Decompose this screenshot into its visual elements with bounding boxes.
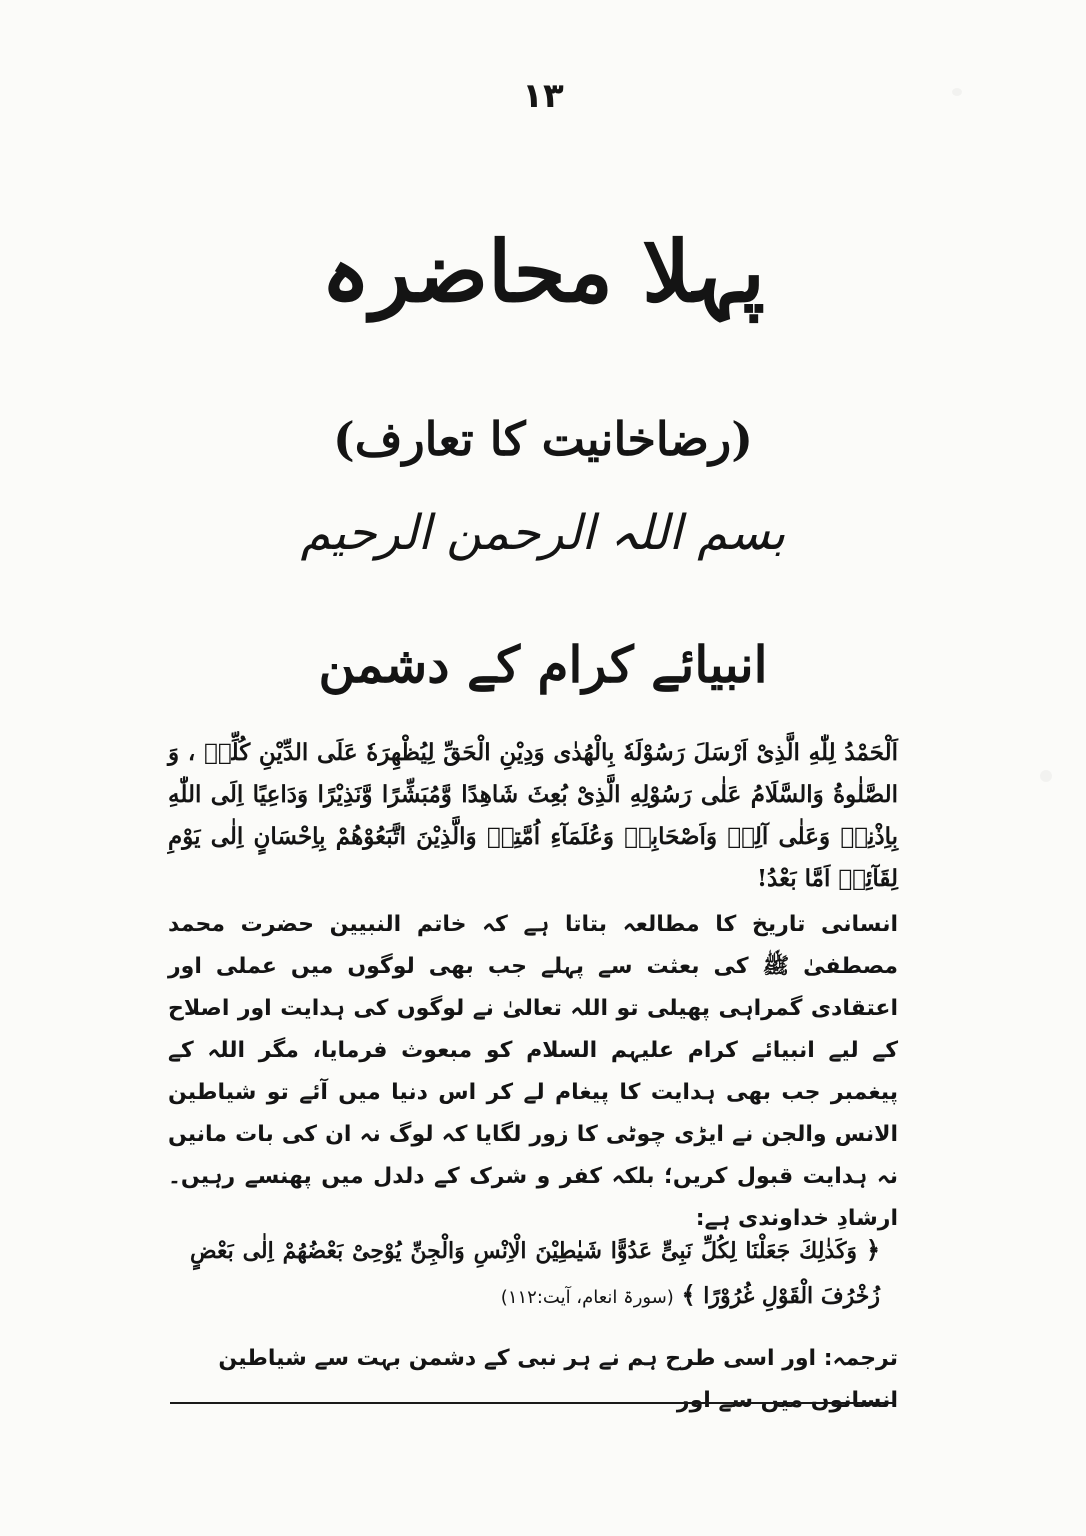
section-heading: انبیائے کرام کے دشمن <box>318 635 768 694</box>
page-number: ۱۳ <box>522 76 564 116</box>
chapter-subtitle: (رضاخانیت کا تعارف) <box>333 412 753 466</box>
bismillah-calligraphy: بسم اللہ الرحمن الرحیم <box>300 505 786 561</box>
verse-text: وَكَذٰلِكَ جَعَلْنَا لِكُلِّ نَبِیٍّ عَدُوًّا شَیٰطِیْنَ الْاِنْسِ وَالْجِنِّ یُوْحِیْ بَعْضُهُمْ اِلٰی بَعْضٍ زُخْرُفَ الْقَوْلِ غُرُوْرًا <box>190 1238 880 1309</box>
paper-speckle <box>1040 770 1052 782</box>
intro-paragraph: انسانی تاریخ کا مطالعہ بتاتا ہے کہ خاتم النبیین حضرت محمد مصطفیٰ ﷺ کی بعثت سے پہلے جب بھی لوگوں میں عملی اور اعتقادی گمراہی پھیلی تو اللہ تعالیٰ نے لوگوں کی ہدایت اور اصلاح کے لیے انبیائے کرام علیہم السلام کو مبعوث فرمایا، مگر اللہ کے پیغمبر جب بھی ہدایت کا پیغام لے کر اس دنیا میں آئے تو شیاطین الانس والجن نے ایڑی چوٹی کا زور لگایا کہ لوگ نہ ان کی بات مانیں نہ ہدایت قبول کریں؛ بلکہ کفر و شرک کے دلدل میں پھنسے رہیں۔ ارشادِ خداوندی ہے: <box>168 912 898 1231</box>
footer-divider <box>170 1402 896 1404</box>
quran-verse <box>190 1228 880 1320</box>
chapter-title: پہلا محاضرہ <box>321 222 765 321</box>
verse-reference: (سورۃ انعام، آیت:۱۱۲) <box>500 1287 674 1308</box>
verse-translation: ترجمہ: اور اسی طرح ہم نے ہر نبی کے دشمن بہت سے شیاطین انسانوں میں سے اور <box>218 1346 898 1413</box>
arabic-sermon-paragraph: اَلْحَمْدُ لِلّٰهِ الَّذِیْ اَرْسَلَ رَسُوْلَهٗ بِالْهُدٰی وَدِیْنِ الْحَقِّ لِیُظْهِرَهٗ عَلَی الدِّیْنِ كُلِّهٖ ، وَ الصَّلٰوةُ وَالسَّلَامُ عَلٰی رَسُوْلِهِ الَّذِیْ بُعِثَ شَاهِدًا وَّمُبَشِّرًا وَّنَذِیْرًا وَدَاعِیًا اِلَی اللّٰهِ بِاِذْنِهٖ وَعَلٰی آلِهٖ وَاَصْحَابِهٖ وَعُلَمَآءِ اُمَّتِهٖ وَالَّذِیْنَ اتَّبَعُوْهُمْ بِاِحْسَانٍ اِلٰی یَوْمِ لِقَآئِهٖ اَمَّا بَعْدُ! <box>168 739 898 892</box>
verse-open-bracket: ﴿ <box>865 1235 880 1264</box>
verse-close-bracket: ﴾ <box>681 1280 696 1309</box>
